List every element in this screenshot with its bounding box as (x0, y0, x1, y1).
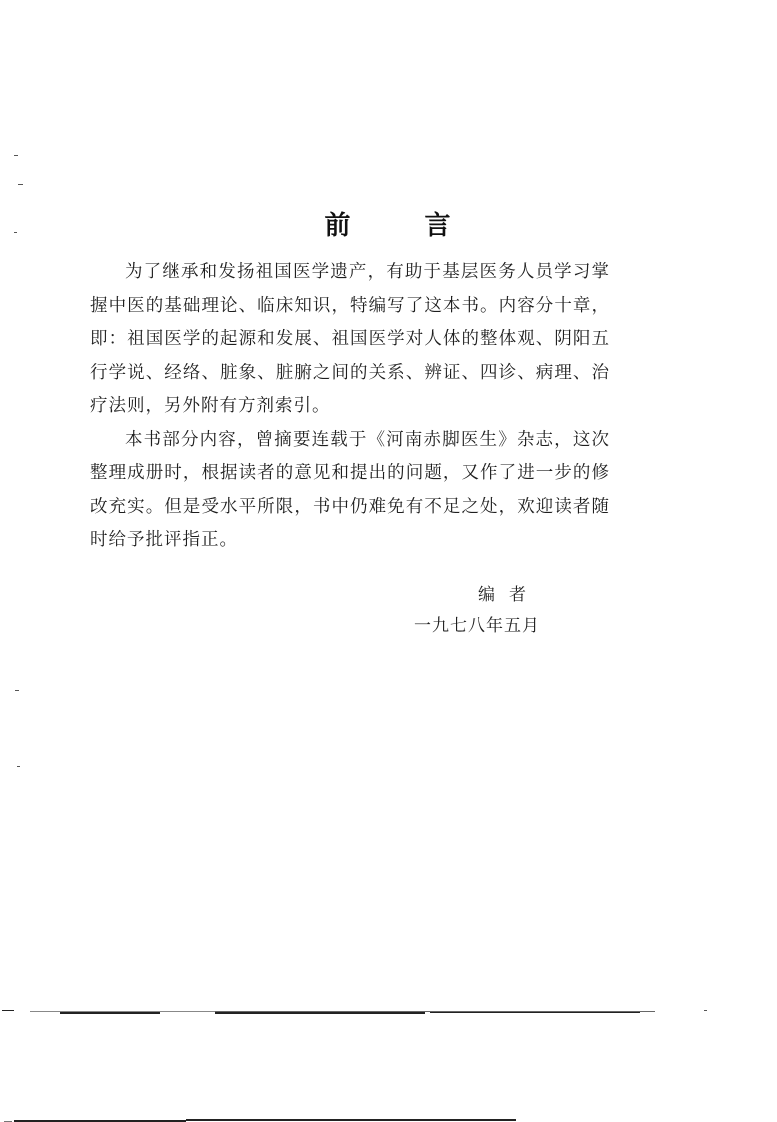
scan-rule-upper-left (2, 1010, 14, 1011)
signature-date: 一九七八年五月 (414, 616, 540, 636)
scan-mark (14, 155, 18, 156)
scan-mark (18, 184, 23, 185)
scan-mark (15, 690, 19, 691)
scan-mark (17, 766, 20, 767)
preface-body (90, 256, 610, 558)
title-char: 言 (424, 211, 453, 242)
scan-rule-lower (186, 1119, 516, 1121)
paragraph-1: 为了继承和发扬祖国医学遗产，有助于基层医务人员学习掌握中医的基础理论、临床知识，特编写了这本书。内容分十章，即：祖国医学的起源和发展、祖国医学对人体的整体观、阴阳五行学说、经络、脏象、脏腑之间的关系、辨证、四诊、病理、治疗法则，另外附有方剂索引。 (90, 262, 610, 416)
scan-mark (704, 1010, 707, 1011)
title-char: 前 (324, 211, 353, 242)
scan-rule-upper (215, 1012, 425, 1014)
page-title (0, 205, 777, 242)
paragraph-2: 本书部分内容，曾摘要连载于《河南赤脚医生》杂志，这次整理成册时，根据读者的意见和提出的问题，又作了进一步的修改充实。但是受水平所限，书中仍难免有不足之处，欢迎读者随时给予批评指正。 (90, 429, 610, 550)
scan-rule-upper (430, 1012, 640, 1013)
scan-rule-upper (60, 1012, 160, 1014)
signature-author: 编者 (478, 585, 540, 605)
